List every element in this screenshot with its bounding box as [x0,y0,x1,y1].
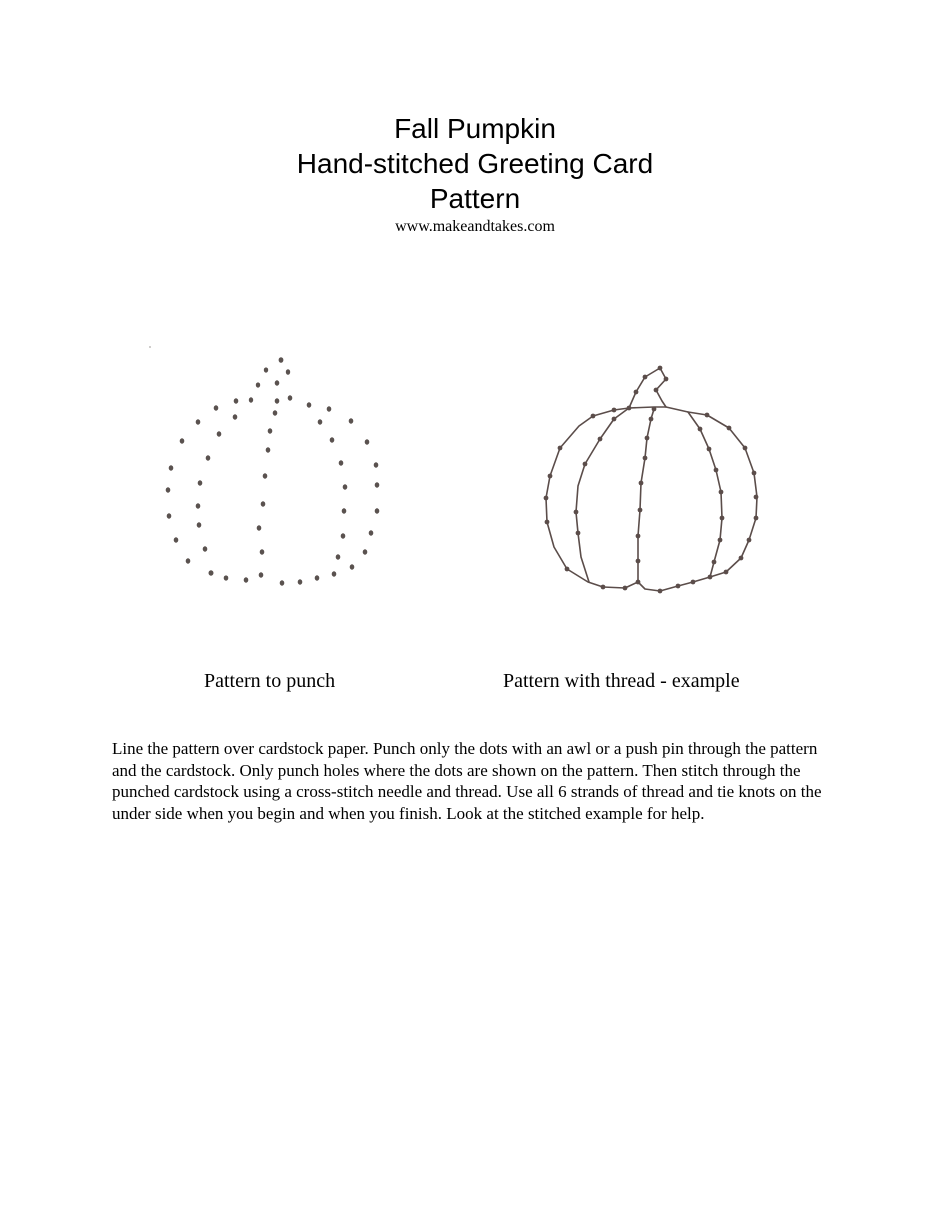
punch-pattern-illustration [140,340,400,600]
title-line-2: Hand-stitched Greeting Card [296,148,654,179]
website-url: www.makeandtakes.com [395,218,555,235]
thread-lines [546,368,757,591]
instructions-paragraph: Line the pattern over cardstock paper. Punch only the dots with an awl or a push pin through the pattern and the cardstock. Only punch holes where the dots are shown on the pattern. Then stitch through the punched cardstock using a cross-stitch needle and thread. Use all 6 strands of thread and tie knots on the under side when you begin and when you finish. Look at the stitched example for help. [112,739,822,823]
title-line-1: Fall Pumpkin [394,113,556,144]
stitched-example-caption: Pattern with thread - example [503,670,740,692]
punch-dots [149,346,379,585]
title-line-3: Pattern [429,183,521,214]
thread-knots [544,366,759,594]
stitched-example-illustration [530,350,780,610]
punch-pattern-caption: Pattern to punch [204,670,336,692]
